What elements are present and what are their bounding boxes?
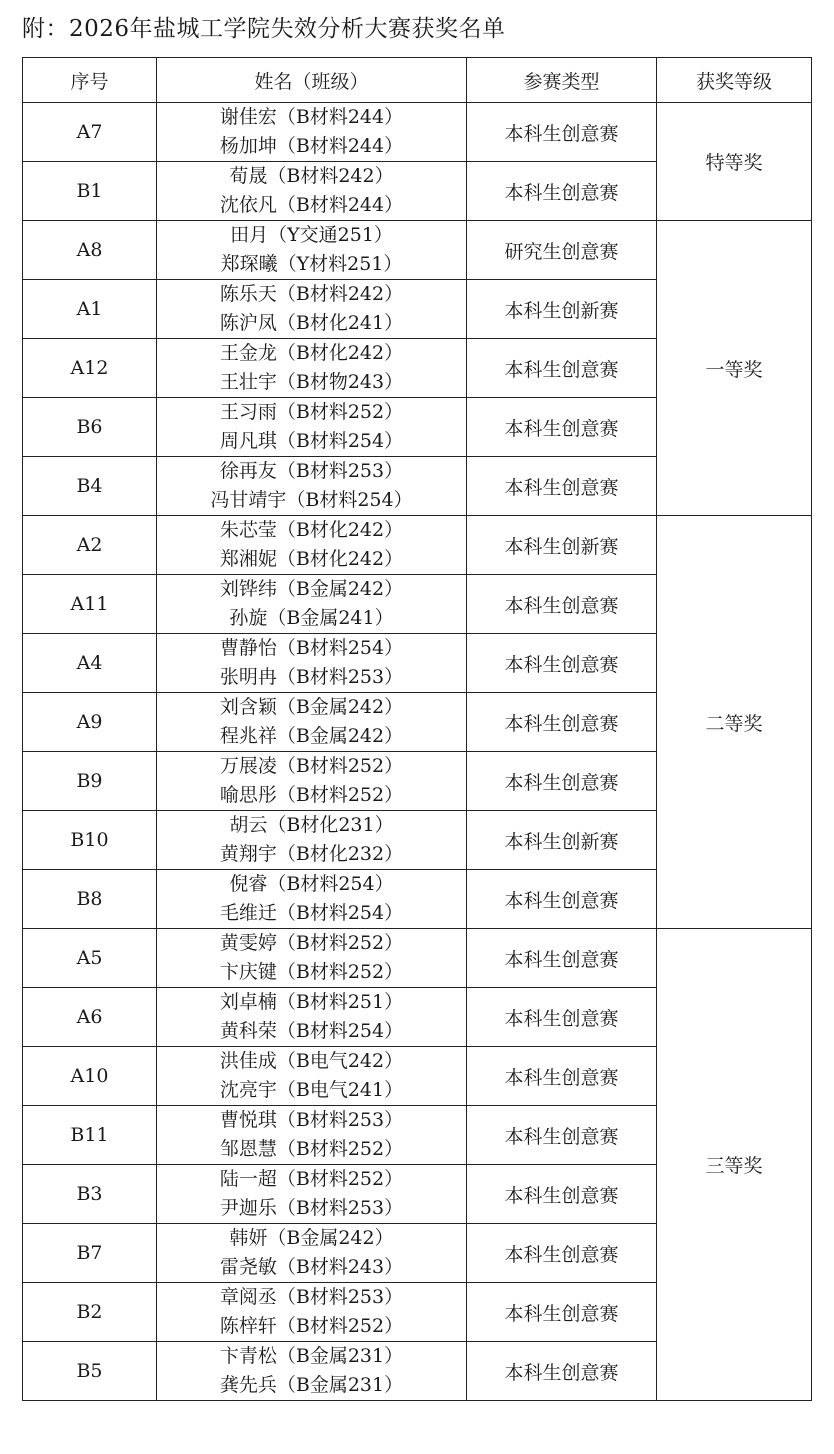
competition-type: 本科生创意赛	[467, 339, 657, 398]
table-body	[23, 103, 812, 1401]
entry-id: A1	[23, 280, 157, 339]
entry-id: B10	[23, 811, 157, 870]
competition-type: 本科生创意赛	[467, 1106, 657, 1165]
member-name: 卞青松（B金属231）	[219, 1345, 404, 1367]
member-name: 周凡琪（B材料254）	[219, 430, 404, 452]
member-name: 杨加坤（B材料244）	[219, 135, 404, 157]
member-name: 曹静怡（B材料254）	[219, 637, 404, 659]
table-row	[23, 929, 812, 988]
member-name: 陈沪凤（B材化241）	[219, 312, 404, 334]
competition-type: 研究生创意赛	[467, 221, 657, 280]
table-row	[23, 221, 812, 280]
award-list-table	[22, 57, 812, 1401]
entry-id: B6	[23, 398, 157, 457]
team-members	[157, 929, 467, 988]
competition-type: 本科生创新赛	[467, 516, 657, 575]
member-name: 喻思彤（B材料252）	[219, 784, 404, 806]
award-level: 特等奖	[657, 103, 812, 221]
entry-id: A4	[23, 634, 157, 693]
member-name: 黄科荣（B材料254）	[219, 1020, 404, 1042]
team-members	[157, 221, 467, 280]
header-id: 序号	[23, 58, 157, 103]
member-name: 谢佳宏（B材料244）	[219, 106, 404, 128]
document-title: 附：2026年盐城工学院失效分析大赛获奖名单	[22, 16, 506, 42]
member-name: 雷尧敏（B材料243）	[219, 1256, 404, 1278]
team-members	[157, 811, 467, 870]
team-members	[157, 162, 467, 221]
competition-type: 本科生创意赛	[467, 988, 657, 1047]
table-header-row	[23, 58, 812, 103]
member-name: 陈乐天（B材料242）	[219, 283, 404, 305]
entry-id: B11	[23, 1106, 157, 1165]
team-members	[157, 1165, 467, 1224]
member-name: 王壮宇（B材物243）	[219, 371, 404, 393]
award-level: 一等奖	[657, 221, 812, 516]
member-name: 陆一超（B材料252）	[219, 1168, 404, 1190]
competition-type: 本科生创意赛	[467, 398, 657, 457]
competition-type: 本科生创意赛	[467, 929, 657, 988]
entry-id: A2	[23, 516, 157, 575]
member-name: 陈梓轩（B材料252）	[219, 1315, 404, 1337]
member-name: 刘卓楠（B材料251）	[219, 991, 404, 1013]
member-name: 胡云（B材化231）	[229, 814, 394, 836]
competition-type: 本科生创意赛	[467, 752, 657, 811]
member-name: 沈依凡（B材料244）	[219, 194, 404, 216]
member-name: 曹悦琪（B材料253）	[219, 1109, 404, 1131]
header-type: 参赛类型	[467, 58, 657, 103]
member-name: 黄翔宇（B材化232）	[219, 843, 404, 865]
member-name: 毛维迁（B材料254）	[219, 902, 404, 924]
member-name: 龚先兵（B金属231）	[219, 1374, 404, 1396]
member-name: 尹迦乐（B材料253）	[219, 1197, 404, 1219]
team-members	[157, 575, 467, 634]
member-name: 黄雯婷（B材料252）	[219, 932, 404, 954]
table-row	[23, 103, 812, 162]
member-name: 王习雨（B材料252）	[219, 401, 404, 423]
member-name: 韩妍（B金属242）	[229, 1227, 394, 1249]
competition-type: 本科生创意赛	[467, 162, 657, 221]
team-members	[157, 516, 467, 575]
member-name: 徐再友（B材料253）	[219, 460, 404, 482]
table-row	[23, 516, 812, 575]
entry-id: A12	[23, 339, 157, 398]
entry-id: B9	[23, 752, 157, 811]
team-members	[157, 103, 467, 162]
competition-type: 本科生创意赛	[467, 575, 657, 634]
competition-type: 本科生创意赛	[467, 103, 657, 162]
entry-id: B3	[23, 1165, 157, 1224]
team-members	[157, 988, 467, 1047]
entry-id: A7	[23, 103, 157, 162]
member-name: 田月（Y交通251）	[230, 224, 393, 246]
member-name: 章阅丞（B材料253）	[219, 1286, 404, 1308]
member-name: 朱芯莹（B材化242）	[219, 519, 404, 541]
team-members	[157, 634, 467, 693]
team-members	[157, 1047, 467, 1106]
member-name: 张明冉（B材料253）	[219, 666, 404, 688]
competition-type: 本科生创意赛	[467, 1283, 657, 1342]
member-name: 郑湘妮（B材化242）	[219, 548, 404, 570]
entry-id: A9	[23, 693, 157, 752]
entry-id: B5	[23, 1342, 157, 1401]
competition-type: 本科生创新赛	[467, 280, 657, 339]
competition-type: 本科生创意赛	[467, 693, 657, 752]
team-members	[157, 693, 467, 752]
member-name: 邹恩慧（B材料252）	[219, 1138, 404, 1160]
team-members	[157, 457, 467, 516]
member-name: 程兆祥（B金属242）	[219, 725, 404, 747]
award-level: 二等奖	[657, 516, 812, 929]
member-name: 冯甘靖宇（B材料254）	[210, 489, 413, 511]
team-members	[157, 280, 467, 339]
member-name: 孙旋（B金属241）	[229, 607, 394, 629]
member-name: 沈亮宇（B电气241）	[219, 1079, 404, 1101]
competition-type: 本科生创意赛	[467, 1165, 657, 1224]
team-members	[157, 339, 467, 398]
team-members	[157, 1283, 467, 1342]
entry-id: A8	[23, 221, 157, 280]
entry-id: A6	[23, 988, 157, 1047]
header-names: 姓名（班级）	[157, 58, 467, 103]
member-name: 郑琛曦（Y材料251）	[220, 253, 403, 275]
entry-id: A10	[23, 1047, 157, 1106]
entry-id: B1	[23, 162, 157, 221]
member-name: 荀晟（B材料242）	[229, 165, 394, 187]
header-award: 获奖等级	[657, 58, 812, 103]
team-members	[157, 1106, 467, 1165]
team-members	[157, 752, 467, 811]
team-members	[157, 1224, 467, 1283]
team-members	[157, 1342, 467, 1401]
competition-type: 本科生创意赛	[467, 457, 657, 516]
competition-type: 本科生创意赛	[467, 870, 657, 929]
member-name: 刘铧纬（B金属242）	[219, 578, 404, 600]
entry-id: B7	[23, 1224, 157, 1283]
award-level: 三等奖	[657, 929, 812, 1401]
entry-id: B4	[23, 457, 157, 516]
team-members	[157, 398, 467, 457]
entry-id: B2	[23, 1283, 157, 1342]
competition-type: 本科生创意赛	[467, 1047, 657, 1106]
team-members	[157, 870, 467, 929]
member-name: 王金龙（B材化242）	[219, 342, 404, 364]
member-name: 倪睿（B材料254）	[229, 873, 394, 895]
member-name: 万展凌（B材料252）	[219, 755, 404, 777]
competition-type: 本科生创意赛	[467, 1342, 657, 1401]
competition-type: 本科生创意赛	[467, 1224, 657, 1283]
entry-id: A11	[23, 575, 157, 634]
competition-type: 本科生创新赛	[467, 811, 657, 870]
entry-id: B8	[23, 870, 157, 929]
member-name: 刘含颖（B金属242）	[219, 696, 404, 718]
entry-id: A5	[23, 929, 157, 988]
member-name: 洪佳成（B电气242）	[219, 1050, 404, 1072]
competition-type: 本科生创意赛	[467, 634, 657, 693]
member-name: 卞庆键（B材料252）	[219, 961, 404, 983]
